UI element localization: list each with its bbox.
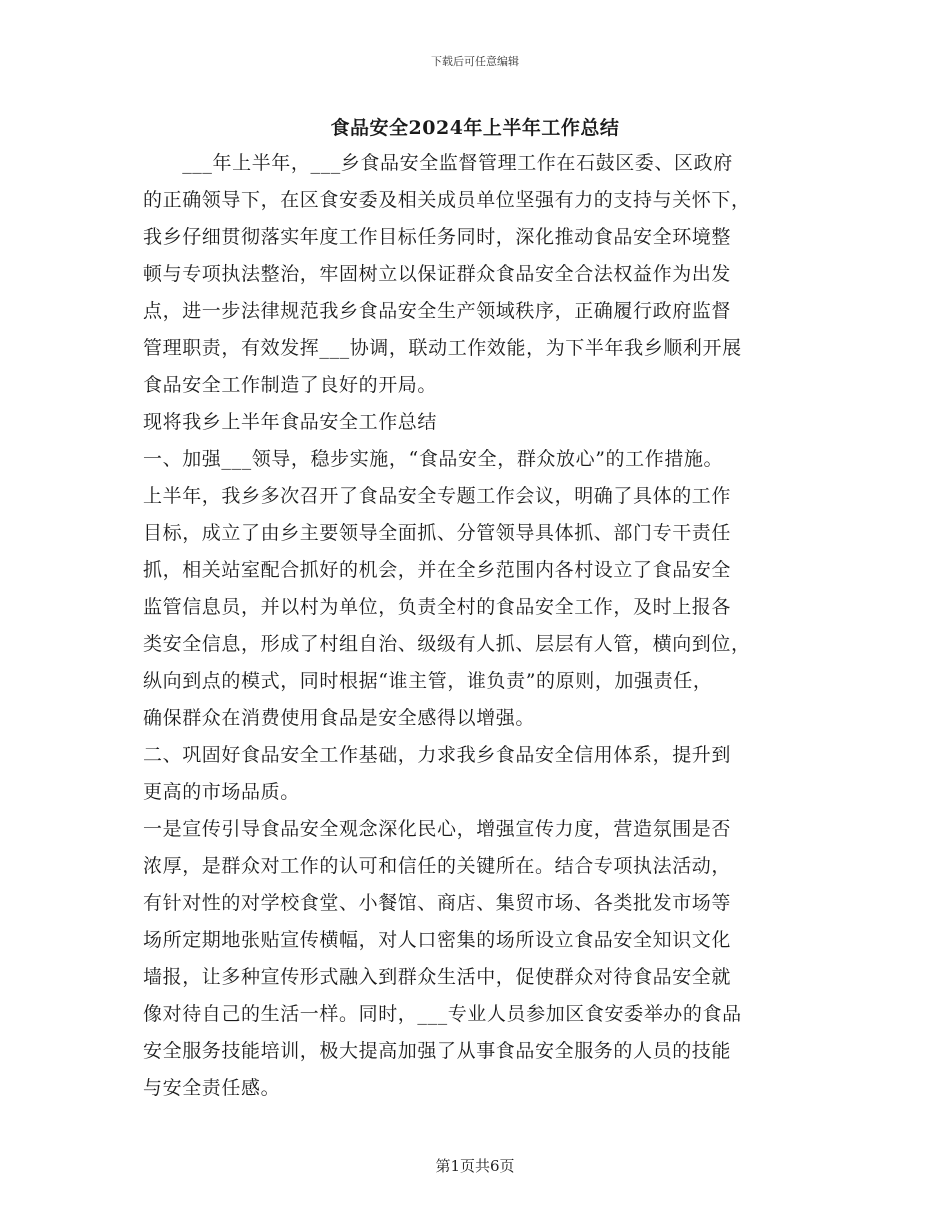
body-line: ___年上半年，___乡食品安全监督管理工作在石鼓区委、区政府: [143, 152, 733, 174]
body-line: 抓，相关站室配合抓好的机会，并在全乡范围内各村设立了食品安全: [143, 559, 732, 581]
body-line: 点，进一步法律规范我乡食品安全生产领域秩序，正确履行政府监督: [143, 300, 732, 322]
body-line: 一是宣传引导食品安全观念深化民心，增强宣传力度，营造氛围是否: [143, 818, 732, 840]
body-line: 浓厚，是群众对工作的认可和信任的关键所在。结合专项执法活动，: [143, 855, 732, 877]
body-line: 像对待自己的生活一样。同时，___专业人员参加区食安委举办的食品: [143, 1003, 742, 1025]
section-heading: 一、加强___领导，稳步实施，“食品安全，群众放心”的工作措施。: [143, 448, 724, 470]
body-line: 安全服务技能培训，极大提高加强了从事食品安全服务的人员的技能: [143, 1040, 732, 1062]
body-line: 的正确领导下，在区食安委及相关成员单位坚强有力的支持与关怀下，: [143, 189, 751, 211]
body-line: 我乡仔细贯彻落实年度工作目标任务同时，深化推动食品安全环境整: [143, 226, 732, 248]
body-line: 管理职责，有效发挥___协调，联动工作效能，为下半年我乡顺利开展: [143, 337, 742, 359]
body-line: 确保群众在消费使用食品是安全感得以增强。: [143, 707, 536, 729]
body-line: 目标，成立了由乡主要领导全面抓、分管领导具体抓、部门专干责任: [143, 522, 732, 544]
document-title: 食品安全2024年上半年工作总结: [330, 117, 620, 139]
body-line: 与安全责任感。: [143, 1077, 281, 1099]
body-line: 监管信息员，并以村为单位，负责全村的食品安全工作，及时上报各: [143, 596, 732, 618]
section-heading: 二、巩固好食品安全工作基础，力求我乡食品安全信用体系，提升到: [143, 744, 732, 766]
body-line: 顿与专项执法整治，牢固树立以保证群众食品安全合法权益作为出发: [143, 263, 732, 285]
body-line: 现将我乡上半年食品安全工作总结: [143, 411, 438, 433]
document-body: [143, 145, 808, 1107]
body-line: 食品安全工作制造了良好的开局。: [143, 374, 438, 396]
header-note: 下载后可任意编辑: [431, 55, 519, 68]
page-number: 第1页共6页: [435, 1157, 515, 1175]
section-heading: 更高的市场品质。: [143, 781, 300, 803]
body-line: 上半年，我乡多次召开了食品安全专题工作会议，明确了具体的工作: [143, 485, 732, 507]
body-line: 类安全信息，形成了村组自治、级级有人抓、层层有人管，横向到位，: [143, 633, 751, 655]
body-line: 纵向到点的模式，同时根据“谁主管，谁负责”的原则，加强责任，: [143, 670, 713, 692]
body-line: 墙报，让多种宣传形式融入到群众生活中，促使群众对待食品安全就: [143, 966, 732, 988]
body-line: 有针对性的对学校食堂、小餐馆、商店、集贸市场、各类批发市场等: [143, 892, 732, 914]
body-line: 场所定期地张贴宣传横幅，对人口密集的场所设立食品安全知识文化: [143, 929, 732, 951]
